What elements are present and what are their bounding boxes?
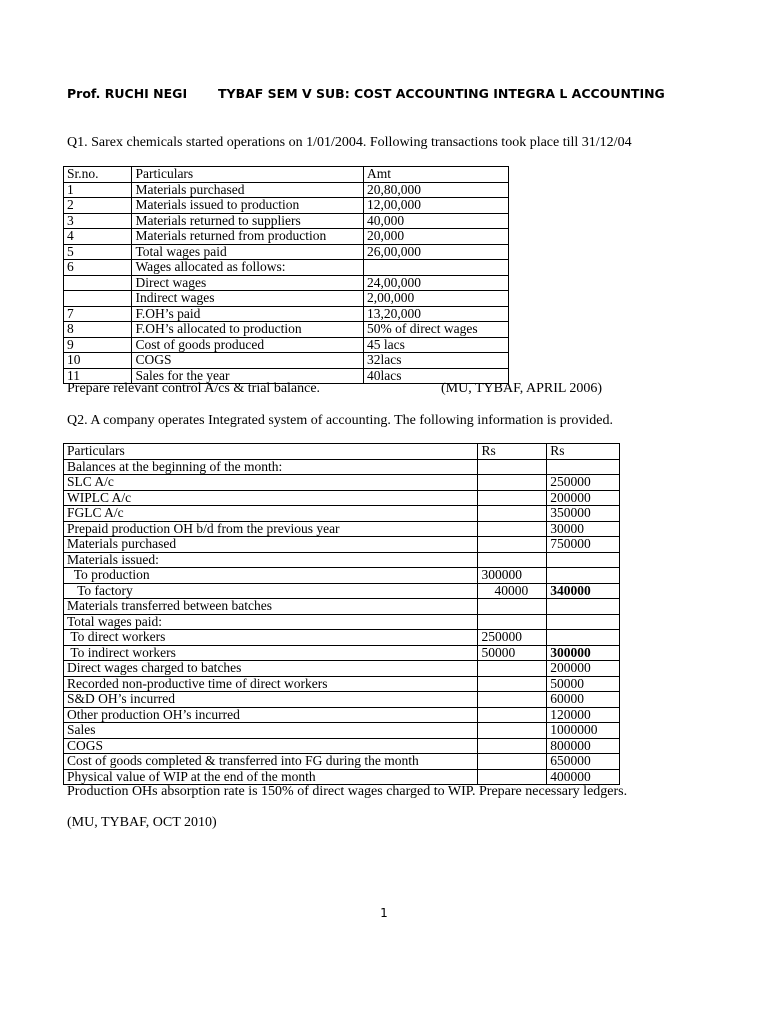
table-row [64, 583, 620, 599]
table-row [64, 490, 620, 506]
table-cell: S&D OH’s incurred [64, 692, 478, 708]
table-cell: 32lacs [364, 353, 509, 369]
table-row [64, 244, 509, 260]
table-row [64, 459, 620, 475]
q1-text: Q1. Sarex chemicals started operations on 1/01/2004. Following transactions took place till 31/12/04 [67, 135, 632, 150]
table-cell [478, 475, 547, 491]
table-cell: 40000 [478, 583, 547, 599]
table-cell: 6 [64, 260, 132, 276]
table-cell: 250000 [478, 630, 547, 646]
table-cell: Sales [64, 723, 478, 739]
table-cell: 2 [64, 198, 132, 214]
table-row [64, 182, 509, 198]
table-cell: FGLC A/c [64, 506, 478, 522]
q2-source: (MU, TYBAF, OCT 2010) [67, 815, 217, 830]
table-cell: 5 [64, 244, 132, 260]
table-cell: 10 [64, 353, 132, 369]
course-title: TYBAF SEM V SUB: COST ACCOUNTING INTEGRA L ACCOUNTING [218, 86, 665, 101]
table-cell [478, 723, 547, 739]
table-cell: Materials issued to production [132, 198, 364, 214]
q1-table [63, 166, 509, 384]
header-cell: Rs [478, 444, 547, 460]
table-cell [478, 459, 547, 475]
table-cell [478, 614, 547, 630]
table-cell: Wages allocated as follows: [132, 260, 364, 276]
q2-table [63, 443, 620, 785]
table-cell: 300000 [547, 645, 620, 661]
table-cell: 7 [64, 306, 132, 322]
table-cell: 2,00,000 [364, 291, 509, 307]
table-header-row [64, 167, 509, 183]
table-cell: Recorded non-productive time of direct workers [64, 676, 478, 692]
table-cell: 50000 [547, 676, 620, 692]
table-cell: WIPLC A/c [64, 490, 478, 506]
q1-source: (MU, TYBAF, APRIL 2006) [441, 381, 603, 396]
table-cell: 300000 [478, 568, 547, 584]
table-row [64, 661, 620, 677]
table-row [64, 291, 509, 307]
table-row [64, 614, 620, 630]
table-cell: Cost of goods produced [132, 337, 364, 353]
table-cell: 250000 [547, 475, 620, 491]
table-row [64, 475, 620, 491]
table-cell: 340000 [547, 583, 620, 599]
page-number: 1 [380, 906, 388, 920]
table-cell [547, 568, 620, 584]
table-row [64, 275, 509, 291]
table-cell [547, 552, 620, 568]
table-row [64, 552, 620, 568]
header-cell: Particulars [132, 167, 364, 183]
table-cell [478, 769, 547, 785]
q1-instruction: Prepare relevant control A/cs & trial balance. [67, 381, 321, 396]
table-cell [478, 521, 547, 537]
table-cell: Materials purchased [132, 182, 364, 198]
table-cell: Indirect wages [132, 291, 364, 307]
table-cell [478, 676, 547, 692]
table-cell: Total wages paid: [64, 614, 478, 630]
table-cell: 24,00,000 [364, 275, 509, 291]
table-cell: Direct wages charged to batches [64, 661, 478, 677]
table-cell: To direct workers [64, 630, 478, 646]
header-cell: Sr.no. [64, 167, 132, 183]
table-cell: 26,00,000 [364, 244, 509, 260]
table-cell: 20,000 [364, 229, 509, 245]
header-cell: Particulars [64, 444, 478, 460]
table-cell [547, 459, 620, 475]
table-cell: 50000 [478, 645, 547, 661]
table-cell: 60000 [547, 692, 620, 708]
q2-instruction: Production OHs absorption rate is 150% of direct wages charged to WIP. Prepare necessary ledgers. [67, 784, 628, 799]
table-cell: 350000 [547, 506, 620, 522]
table-cell [478, 552, 547, 568]
table-cell: 750000 [547, 537, 620, 553]
table-cell: Sales for the year [132, 368, 364, 384]
table-cell: Prepaid production OH b/d from the previous year [64, 521, 478, 537]
header-cell: Amt [364, 167, 509, 183]
table-row [64, 723, 620, 739]
table-row [64, 738, 620, 754]
table-cell: 3 [64, 213, 132, 229]
table-cell [478, 537, 547, 553]
table-row [64, 198, 509, 214]
table-row [64, 537, 620, 553]
table-row [64, 754, 620, 770]
table-cell: 40lacs [364, 368, 509, 384]
table-cell: 50% of direct wages [364, 322, 509, 338]
table-cell [547, 630, 620, 646]
table-cell [64, 291, 132, 307]
table-row [64, 521, 620, 537]
table-cell [478, 738, 547, 754]
table-cell: Materials returned from production [132, 229, 364, 245]
table-row [64, 306, 509, 322]
table-cell: Other production OH’s incurred [64, 707, 478, 723]
table-cell: Materials transferred between batches [64, 599, 478, 615]
table-cell: SLC A/c [64, 475, 478, 491]
table-cell: Physical value of WIP at the end of the month [64, 769, 478, 785]
table-row [64, 213, 509, 229]
table-cell [478, 599, 547, 615]
table-cell: 1 [64, 182, 132, 198]
table-cell: F.OH’s allocated to production [132, 322, 364, 338]
table-cell: 400000 [547, 769, 620, 785]
table-cell: Materials issued: [64, 552, 478, 568]
table-cell: Materials returned to suppliers [132, 213, 364, 229]
table-cell: 200000 [547, 661, 620, 677]
table-cell: 12,00,000 [364, 198, 509, 214]
table-row [64, 506, 620, 522]
table-cell: 1000000 [547, 723, 620, 739]
table-cell: 13,20,000 [364, 306, 509, 322]
table-cell: 45 lacs [364, 337, 509, 353]
table-cell: 650000 [547, 754, 620, 770]
table-cell: 9 [64, 337, 132, 353]
table-header-row [64, 444, 620, 460]
table-row [64, 229, 509, 245]
table-cell [478, 661, 547, 677]
table-cell [64, 275, 132, 291]
table-row [64, 769, 620, 785]
table-cell [478, 490, 547, 506]
table-cell [547, 599, 620, 615]
table-cell: 8 [64, 322, 132, 338]
table-cell: 11 [64, 368, 132, 384]
table-cell: Total wages paid [132, 244, 364, 260]
table-cell: 30000 [547, 521, 620, 537]
table-cell: Direct wages [132, 275, 364, 291]
table-row [64, 676, 620, 692]
table-row [64, 630, 620, 646]
table-row [64, 645, 620, 661]
table-cell [547, 614, 620, 630]
table-cell: F.OH’s paid [132, 306, 364, 322]
table-row [64, 568, 620, 584]
table-cell [364, 260, 509, 276]
table-cell: 40,000 [364, 213, 509, 229]
table-cell: 200000 [547, 490, 620, 506]
table-cell: 4 [64, 229, 132, 245]
table-row [64, 599, 620, 615]
table-cell: COGS [64, 738, 478, 754]
table-row [64, 707, 620, 723]
table-row [64, 353, 509, 369]
table-cell [478, 707, 547, 723]
table-cell: To production [64, 568, 478, 584]
table-row [64, 260, 509, 276]
table-cell: 20,80,000 [364, 182, 509, 198]
header-cell: Rs [547, 444, 620, 460]
table-cell: Cost of goods completed & transferred into FG during the month [64, 754, 478, 770]
table-cell: Balances at the beginning of the month: [64, 459, 478, 475]
table-cell: Materials purchased [64, 537, 478, 553]
table-row [64, 337, 509, 353]
table-cell: To indirect workers [64, 645, 478, 661]
table-row [64, 692, 620, 708]
table-cell: 800000 [547, 738, 620, 754]
author-name: Prof. RUCHI NEGI [67, 86, 188, 101]
table-cell [478, 692, 547, 708]
q2-text: Q2. A company operates Integrated system of accounting. The following information is provided. [67, 413, 614, 428]
table-cell [478, 754, 547, 770]
table-cell [478, 506, 547, 522]
table-cell: 120000 [547, 707, 620, 723]
table-cell: To factory [64, 583, 478, 599]
table-cell: COGS [132, 353, 364, 369]
table-row [64, 322, 509, 338]
